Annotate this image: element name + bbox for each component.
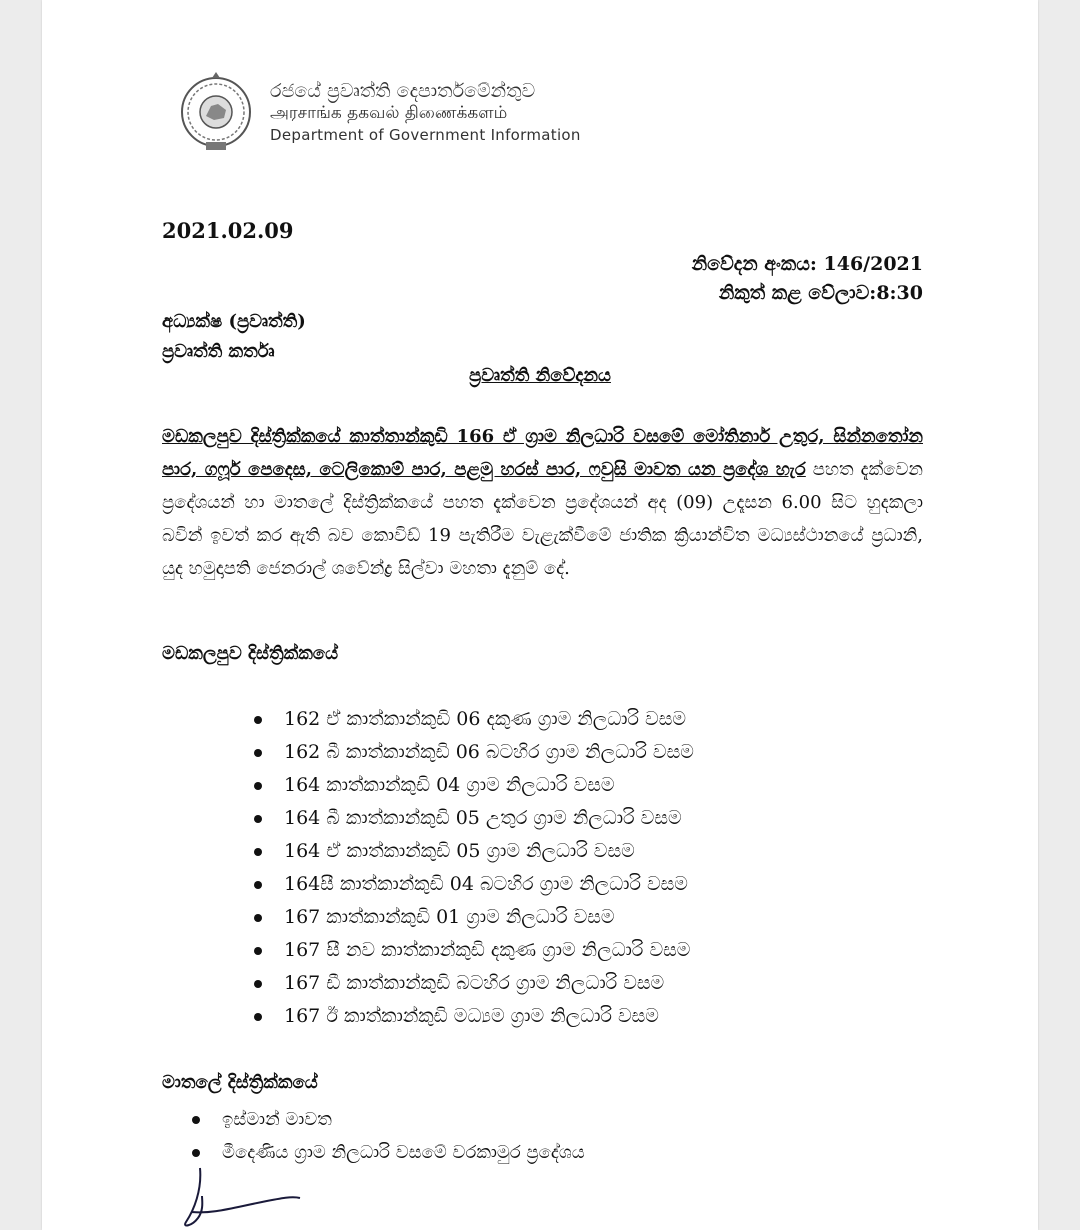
- release-number: නිවේදන අංකය: 146/2021: [691, 253, 923, 275]
- bullet-icon: [254, 947, 262, 955]
- bullet-icon: [254, 1013, 262, 1021]
- letterhead: [176, 72, 596, 152]
- intro-emphasis: මඩකලපුව දිස්ත්‍රික්කයේ කාත්තාන්කුඩි 166 ඒ ග්‍රාම නිලධාරි වසමේ මෝතිනාර් උතුර, සින්නතෝන පාර, ගෆූර් පෙදෙස, ටෙලිකොම් පාර, පළමු හරස් පාර, ෆවුසි මාවත යන ප්‍රදේශ හැර: [162, 426, 923, 480]
- addressee-block: [162, 307, 306, 367]
- addressee-director: අධ්‍යක්ෂ (ප්‍රවෘත්ති): [162, 311, 306, 332]
- bullet-icon: [254, 980, 262, 988]
- signature-icon: [172, 1160, 332, 1230]
- bullet-icon: [192, 1116, 200, 1124]
- batticaloa-area-list: [254, 703, 694, 1033]
- intro-body: පහත දැක්වෙන ප්‍රදේශයන් හා මාතලේ දිස්ත්‍රික්කයේ පහත දැක්වෙන ප්‍රදේශයන් අද (09) උදෑසන 6.00 සිට හුදකලා බවින් ඉවත් කර ඇති බව කොවිඩ් 19 පැතිරීම වැළැක්වීමේ ජාතික ක්‍රියාන්විත මධ්‍යස්ථානයේ ප්‍රධානි, යුද හමුදාපති ජෙනරාල් ශවේන්ද්‍ර සිල්වා මහතා දැනුම් දේ.: [162, 459, 923, 579]
- list-item: [254, 1000, 694, 1033]
- list-item-text: ඉස්මාන් මාවත: [222, 1109, 332, 1130]
- list-item-text: 167 ඊ කාත්කාන්කුඩි මධ්‍යම ග්‍රාම නිලධාරි වසම: [284, 1005, 659, 1027]
- reference-block: [692, 250, 923, 308]
- addressee-editor: ප්‍රවෘත්ති කර්තෘ: [162, 341, 275, 362]
- list-item-text: 164සී කාත්කාන්කුඩි 04 බටහිර ග්‍රාම නිලධාරි වසම: [284, 873, 688, 895]
- list-item: [254, 802, 694, 835]
- bullet-icon: [192, 1149, 200, 1157]
- list-item: [254, 967, 694, 1000]
- intro-paragraph: [162, 420, 923, 585]
- letterhead-text: [270, 80, 581, 146]
- list-item: [254, 934, 694, 967]
- bullet-icon: [254, 848, 262, 856]
- list-item-text: 167 සී නව කාත්කාන්කුඩි දකුණ ග්‍රාම නිලධාරි වසම: [284, 939, 691, 961]
- bullet-icon: [254, 782, 262, 790]
- list-item-text: 164 කාත්කාන්කුඩි 04 ග්‍රාම නිලධාරි වසම: [284, 774, 615, 796]
- list-item-text: 162 ඒ කාත්කාන්කුඩි 06 දකුණ ග්‍රාම නිලධාරි වසම: [284, 708, 687, 730]
- list-item: [254, 835, 694, 868]
- list-item-text: මීදෙණිය ග්‍රාම නිලධාරි වසමේ වරකාමුර ප්‍රදේශය: [222, 1142, 585, 1163]
- list-item: [254, 703, 694, 736]
- document-title: ප්‍රවෘත්ති නිවේදනය: [469, 365, 611, 386]
- bullet-icon: [254, 881, 262, 889]
- list-item: [254, 769, 694, 802]
- document-page: [42, 0, 1038, 1230]
- letterhead-tamil: அரசாங்க தகவல் திணைக்களம்: [270, 103, 508, 123]
- district-heading-matale: මාතලේ දිස්ත්‍රික්කයේ: [162, 1072, 318, 1093]
- sri-lanka-emblem-icon: [176, 72, 256, 152]
- bullet-icon: [254, 914, 262, 922]
- list-item: [254, 901, 694, 934]
- list-item-text: 162 බී කාත්කාන්කුඩි 06 බටහිර ග්‍රාම නිලධාරි වසම: [284, 741, 694, 763]
- list-item: [254, 868, 694, 901]
- release-time: නිකුත් කළ වේලාව:8:30: [718, 282, 923, 304]
- list-item: [192, 1103, 585, 1136]
- list-item-text: 167 ඩී කාත්කාන්කුඩි බටහිර ග්‍රාම නිලධාරි වසම: [284, 972, 665, 994]
- district-heading-batticaloa: මඩකලපුව දිස්ත්‍රික්කයේ: [162, 643, 339, 664]
- list-item-text: 164 බී කාත්කාන්කුඩි 05 උතුර ග්‍රාම නිලධාරි වසම: [284, 807, 682, 829]
- letterhead-english: Department of Government Information: [270, 126, 581, 144]
- bullet-icon: [254, 716, 262, 724]
- list-item-text: 164 ඒ කාත්කාන්කුඩි 05 ග්‍රාම නිලධාරි වසම: [284, 840, 635, 862]
- bullet-icon: [254, 815, 262, 823]
- list-item-text: 167 කාත්කාන්කුඩි 01 ග්‍රාම නිලධාරි වසම: [284, 906, 615, 928]
- bullet-icon: [254, 749, 262, 757]
- release-date: 2021.02.09: [162, 218, 294, 243]
- list-item: [254, 736, 694, 769]
- letterhead-sinhala: රජයේ ප්‍රවෘත්ති දෙපාර්තමේන්තුව: [270, 80, 536, 102]
